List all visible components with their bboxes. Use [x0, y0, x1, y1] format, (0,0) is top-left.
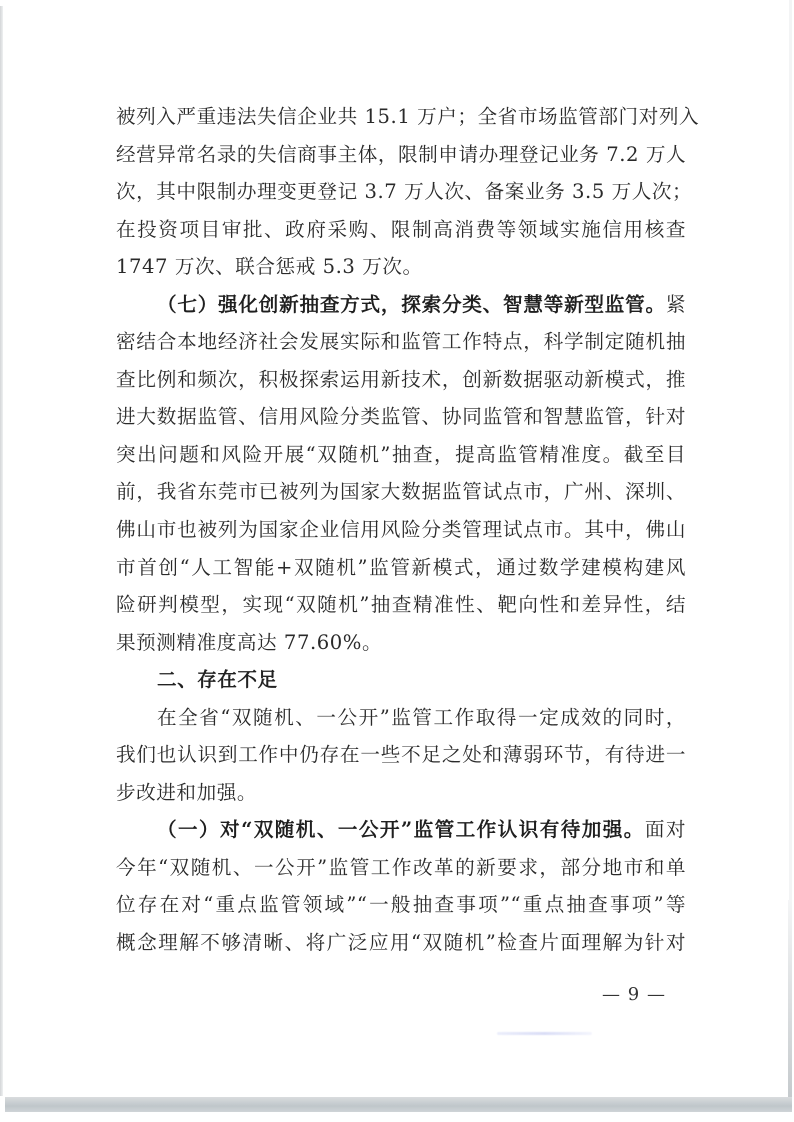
text-segment: 概念理解不够清晰、将广泛应用“双随机”检查片面理解为针对 [116, 931, 686, 955]
text-line [116, 473, 686, 511]
text-line [116, 136, 686, 174]
text-line [116, 286, 686, 324]
text-segment: 紧 [665, 292, 686, 316]
text-line [116, 98, 700, 136]
bold-text-segment: 二、存在不足 [157, 668, 278, 692]
text-segment: 果预测精准度高达 77.60%。 [116, 630, 383, 654]
paragraph [116, 699, 686, 812]
text-segment: 位存在对“重点监管领域”“一般抽查事项”“重点抽查事项”等 [116, 893, 686, 917]
text-segment: 被列入严重违法失信企业共 15.1 万户；全省市场监管部门对列入 [116, 105, 700, 128]
text-segment: 经营异常名录的失信商事主体，限制申请办理登记业务 7.2 万人 [116, 142, 687, 166]
paragraph [116, 811, 686, 961]
paragraph [116, 98, 700, 286]
text-segment: 密结合本地经济社会发展实际和监管工作特点，科学制定随机抽 [116, 330, 686, 354]
text-line [116, 173, 693, 211]
scan-edge-right-upper [789, 0, 792, 900]
text-line [116, 774, 686, 812]
text-segment: 今年“双随机、一公开”监管工作改革的新要求，部分地市和单 [116, 855, 686, 879]
page-number: — 9 — [602, 984, 666, 1005]
text-line [116, 361, 686, 399]
text-line [116, 886, 686, 924]
body-text [116, 98, 700, 962]
text-line [116, 436, 686, 474]
text-segment: 1747 万次、联合惩戒 5.3 万次。 [116, 255, 423, 279]
text-segment: 面对 [644, 818, 686, 842]
text-line [116, 248, 686, 286]
text-line [116, 811, 686, 849]
text-segment: 险研判模型，实现“双随机”抽查精准性、靶向性和差异性，结 [116, 593, 686, 617]
text-segment: 进大数据监管、信用风险分类监管、协同监管和智慧监管，针对 [116, 405, 686, 429]
text-segment: 步改进和加强。 [116, 780, 258, 804]
scan-edge-bottom [5, 1097, 792, 1112]
text-line [116, 624, 686, 662]
paragraph [116, 286, 686, 661]
text-segment: 市首创“人工智能+双随机”监管新模式，通过数学建模构建风 [116, 555, 686, 579]
text-segment: 我们也认识到工作中仍存在一些不足之处和薄弱环节，有待进一 [116, 743, 686, 767]
text-line [116, 398, 686, 436]
text-segment: 查比例和频次，积极探索运用新技术，创新数据驱动新模式，推 [116, 367, 686, 391]
text-segment: 次，其中限制办理变更登记 3.7 万人次、备案业务 3.5 万人次； [116, 180, 693, 204]
scan-edge-right [788, 900, 792, 1112]
section-heading [116, 661, 686, 699]
text-line [116, 211, 686, 249]
text-line [116, 511, 686, 549]
bold-text-segment: （一）对“双随机、一公开”监管工作认识有待加强。 [157, 818, 645, 842]
text-line [116, 849, 686, 887]
text-line [116, 661, 686, 699]
text-line [116, 586, 686, 624]
text-segment: 前，我省东莞市已被列为国家大数据监管试点市，广州、深圳、 [116, 480, 686, 504]
bold-text-segment: （七）强化创新抽查方式，探索分类、智慧等新型监管。 [157, 292, 666, 316]
text-line [116, 323, 686, 361]
text-segment: 在投资项目审批、政府采购、限制高消费等领域实施信用核查 [116, 217, 686, 241]
text-segment: 在全省“双随机、一公开”监管工作取得一定成效的同时， [157, 705, 686, 729]
text-line [116, 736, 686, 774]
text-segment: 佛山市也被列为国家企业信用风险分类管理试点市。其中，佛山 [116, 518, 686, 542]
text-line [116, 699, 686, 737]
text-line [116, 924, 686, 962]
text-line [116, 549, 686, 587]
scan-artifact [497, 1032, 592, 1035]
scan-edge-left [0, 6, 3, 1096]
text-segment: 突出问题和风险开展“双随机”抽查，提高监管精准度。截至目 [116, 442, 686, 466]
